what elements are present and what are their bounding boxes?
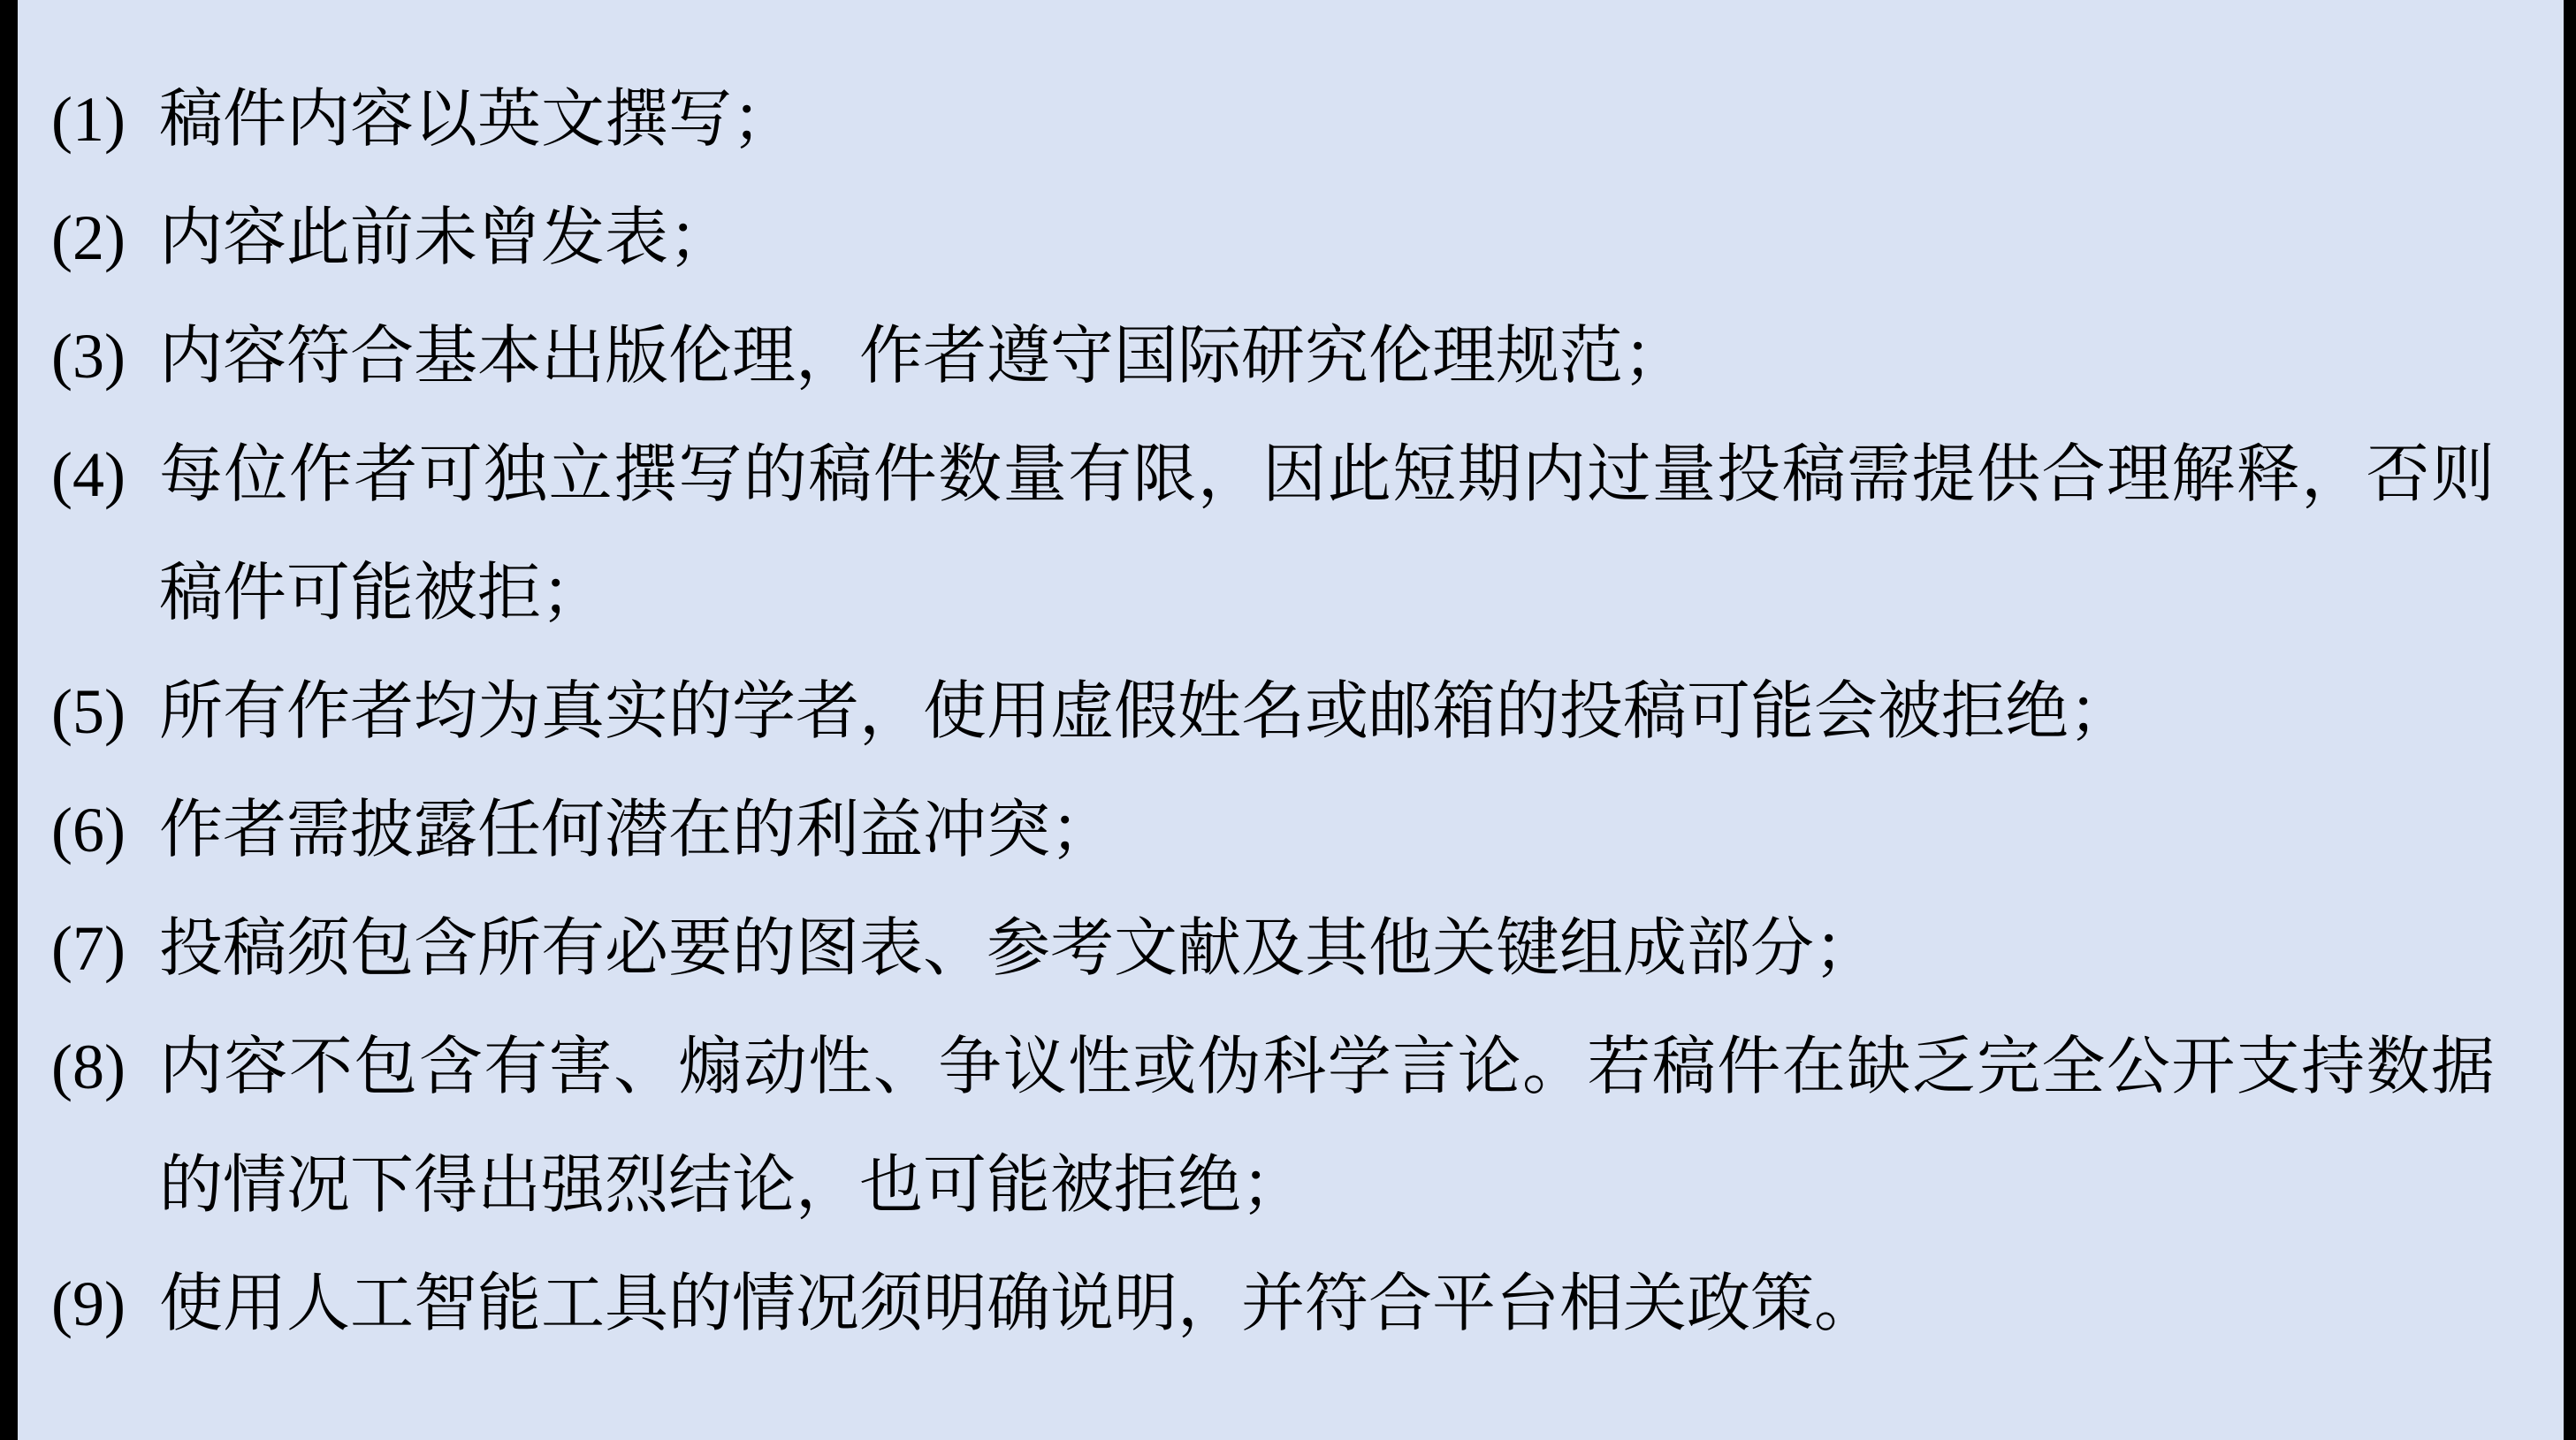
list-item-number: (8) bbox=[51, 1032, 126, 1102]
list-item-number: (3) bbox=[51, 321, 126, 392]
list-item bbox=[51, 1245, 2564, 1363]
list-item bbox=[51, 179, 2564, 297]
list-item-number: (6) bbox=[51, 795, 126, 865]
list-item-number: (9) bbox=[51, 1269, 126, 1339]
list-item-text: 稿件内容以英文撰写； bbox=[159, 84, 796, 155]
list-item bbox=[51, 415, 2564, 652]
list-item bbox=[51, 889, 2564, 1008]
list-item-text: 使用人工智能工具的情况须明确说明，并符合平台相关政策。 bbox=[159, 1269, 1879, 1339]
list-item-number: (2) bbox=[51, 202, 126, 273]
list-item-text: 所有作者均为真实的学者，使用虚假姓名或邮箱的投稿可能会被拒绝； bbox=[159, 676, 2133, 747]
submission-rules-list bbox=[18, 0, 2564, 1363]
list-item bbox=[51, 60, 2564, 179]
list-item-number: (5) bbox=[51, 676, 126, 747]
list-item bbox=[51, 771, 2564, 889]
document-page bbox=[18, 0, 2564, 1440]
list-item-number: (1) bbox=[51, 84, 126, 155]
list-item-text: 每位作者可独立撰写的稿件数量有限，因此短期内过量投稿需提供合理解释，否则稿件可能被拒； bbox=[159, 439, 2495, 629]
list-item-text: 内容符合基本出版伦理，作者遵守国际研究伦理规范； bbox=[159, 321, 1688, 392]
list-item-text: 投稿须包含所有必要的图表、参考文献及其他关键组成部分； bbox=[159, 913, 1879, 984]
list-item bbox=[51, 1008, 2564, 1245]
list-item bbox=[51, 652, 2564, 771]
list-item-text: 作者需披露任何潜在的利益冲突； bbox=[159, 795, 1115, 865]
list-item-text: 内容不包含有害、煽动性、争议性或伪科学言论。若稿件在缺乏完全公开支持数据的情况下得出强烈结论，也可能被拒绝； bbox=[159, 1032, 2495, 1221]
list-item-number: (7) bbox=[51, 913, 126, 984]
list-item-number: (4) bbox=[51, 439, 126, 510]
list-item-text: 内容此前未曾发表； bbox=[159, 202, 733, 273]
list-item bbox=[51, 297, 2564, 415]
